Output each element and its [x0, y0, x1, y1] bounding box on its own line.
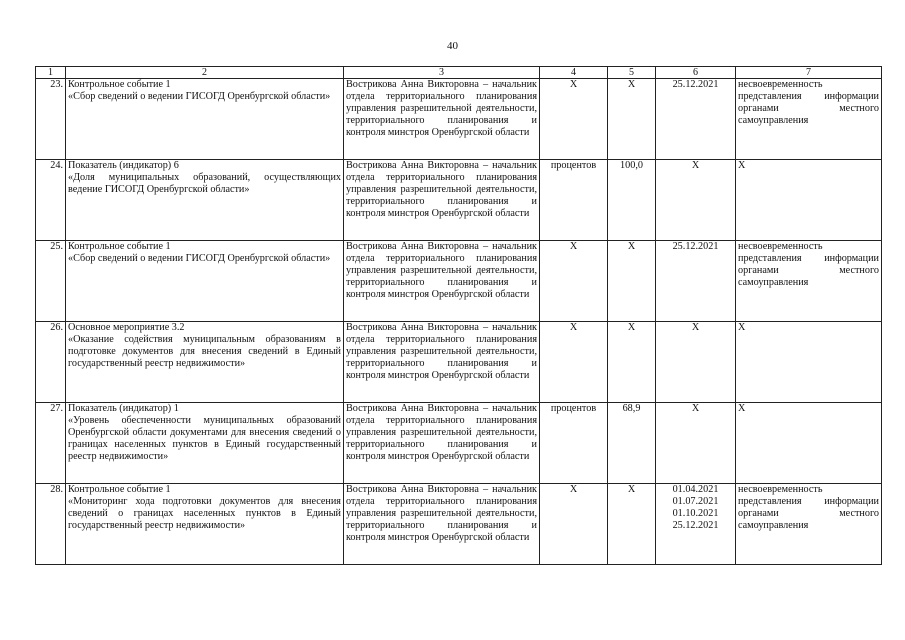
date-value: 25.12.2021	[672, 520, 719, 531]
date-cell	[656, 322, 736, 403]
column-header: 6	[656, 67, 736, 79]
page-number: 40	[447, 40, 458, 52]
date-cell	[656, 484, 736, 565]
date-value: X	[691, 403, 700, 414]
value-cell: X	[608, 322, 656, 403]
column-header: 2	[66, 67, 344, 79]
table-row	[36, 160, 882, 241]
date-value: X	[691, 322, 700, 333]
event-title: Основное мероприятие 3.2	[68, 322, 185, 333]
table-row	[36, 403, 882, 484]
event-description: «Сбор сведений о ведении ГИСОГД Оренбургской области»	[68, 91, 331, 102]
event-title: Контрольное событие 1	[68, 484, 171, 495]
date-value: 01.10.2021	[672, 508, 719, 519]
row-number: 23.	[36, 79, 66, 160]
value-cell: X	[608, 241, 656, 322]
row-number: 28.	[36, 484, 66, 565]
risk-cell: X	[736, 160, 882, 241]
date-value: 25.12.2021	[672, 241, 719, 252]
risk-cell: X	[736, 403, 882, 484]
date-value: 01.07.2021	[672, 496, 719, 507]
value-cell: X	[608, 79, 656, 160]
plan-table	[35, 66, 882, 565]
event-cell	[66, 403, 344, 484]
value-cell: 100,0	[608, 160, 656, 241]
event-title: Контрольное событие 1	[68, 79, 171, 90]
unit-cell: X	[540, 241, 608, 322]
date-cell	[656, 160, 736, 241]
unit-cell: X	[540, 79, 608, 160]
header-row	[36, 67, 882, 79]
event-cell	[66, 79, 344, 160]
event-cell	[66, 241, 344, 322]
column-header: 5	[608, 67, 656, 79]
unit-cell: процентов	[540, 160, 608, 241]
value-cell: 68,9	[608, 403, 656, 484]
responsible-cell: Вострикова Анна Викторовна – начальник отдела территориального планирования управления разрешительной деятельности, территориального планирования и контроля минстроя Оренбургской области	[344, 160, 540, 241]
row-number: 27.	[36, 403, 66, 484]
responsible-cell: Вострикова Анна Викторовна – начальник отдела территориального планирования управления разрешительной деятельности, территориального планирования и контроля минстроя Оренбургской области	[344, 484, 540, 565]
date-value: 25.12.2021	[672, 79, 719, 90]
responsible-cell: Вострикова Анна Викторовна – начальник отдела территориального планирования управления разрешительной деятельности, территориального планирования и контроля минстроя Оренбургской области	[344, 79, 540, 160]
event-title: Показатель (индикатор) 1	[68, 403, 179, 414]
date-value: 01.04.2021	[672, 484, 719, 495]
responsible-cell: Вострикова Анна Викторовна – начальник отдела территориального планирования управления разрешительной деятельности, территориального планирования и контроля минстроя Оренбургской области	[344, 241, 540, 322]
risk-cell: несвоевременность представления информации органами местного самоуправления	[736, 79, 882, 160]
responsible-cell: Вострикова Анна Викторовна – начальник отдела территориального планирования управления разрешительной деятельности, территориального планирования и контроля минстроя Оренбургской области	[344, 403, 540, 484]
date-cell	[656, 79, 736, 160]
risk-cell: несвоевременность представления информации органами местного самоуправления	[736, 241, 882, 322]
event-description: «Оказание содействия муниципальным образованиям в подготовке документов для внесения сведений в Единый государственный реестр недвижимости»	[68, 334, 341, 369]
table-row	[36, 322, 882, 403]
event-description: «Сбор сведений о ведении ГИСОГД Оренбургской области»	[68, 253, 331, 264]
risk-cell: X	[736, 322, 882, 403]
unit-cell: процентов	[540, 403, 608, 484]
event-description: «Мониторинг хода подготовки документов для внесения сведений о границах населенных пунктов в Единый государственный реестр недвижимости»	[68, 496, 341, 531]
table-row	[36, 79, 882, 160]
event-title: Контрольное событие 1	[68, 241, 171, 252]
column-header: 4	[540, 67, 608, 79]
unit-cell: X	[540, 484, 608, 565]
event-title: Показатель (индикатор) 6	[68, 160, 179, 171]
responsible-cell: Вострикова Анна Викторовна – начальник отдела территориального планирования управления разрешительной деятельности, территориального планирования и контроля минстроя Оренбургской области	[344, 322, 540, 403]
table-row	[36, 484, 882, 565]
event-cell	[66, 160, 344, 241]
event-description: «Уровень обеспеченности муниципальных образований Оренбургской области документами для внесения сведений о границах населенных пунктов в Единый государственный реестр недвижимости»	[68, 415, 341, 462]
column-header: 1	[36, 67, 66, 79]
event-description: «Доля муниципальных образований, осуществляющих ведение ГИСОГД Оренбургской области»	[68, 172, 341, 195]
date-cell	[656, 241, 736, 322]
date-value: X	[691, 160, 700, 171]
date-cell	[656, 403, 736, 484]
value-cell: X	[608, 484, 656, 565]
event-cell	[66, 484, 344, 565]
unit-cell: X	[540, 322, 608, 403]
event-cell	[66, 322, 344, 403]
column-header: 3	[344, 67, 540, 79]
row-number: 24.	[36, 160, 66, 241]
column-header: 7	[736, 67, 882, 79]
risk-cell: несвоевременность представления информации органами местного самоуправления	[736, 484, 882, 565]
row-number: 26.	[36, 322, 66, 403]
table-row	[36, 241, 882, 322]
row-number: 25.	[36, 241, 66, 322]
